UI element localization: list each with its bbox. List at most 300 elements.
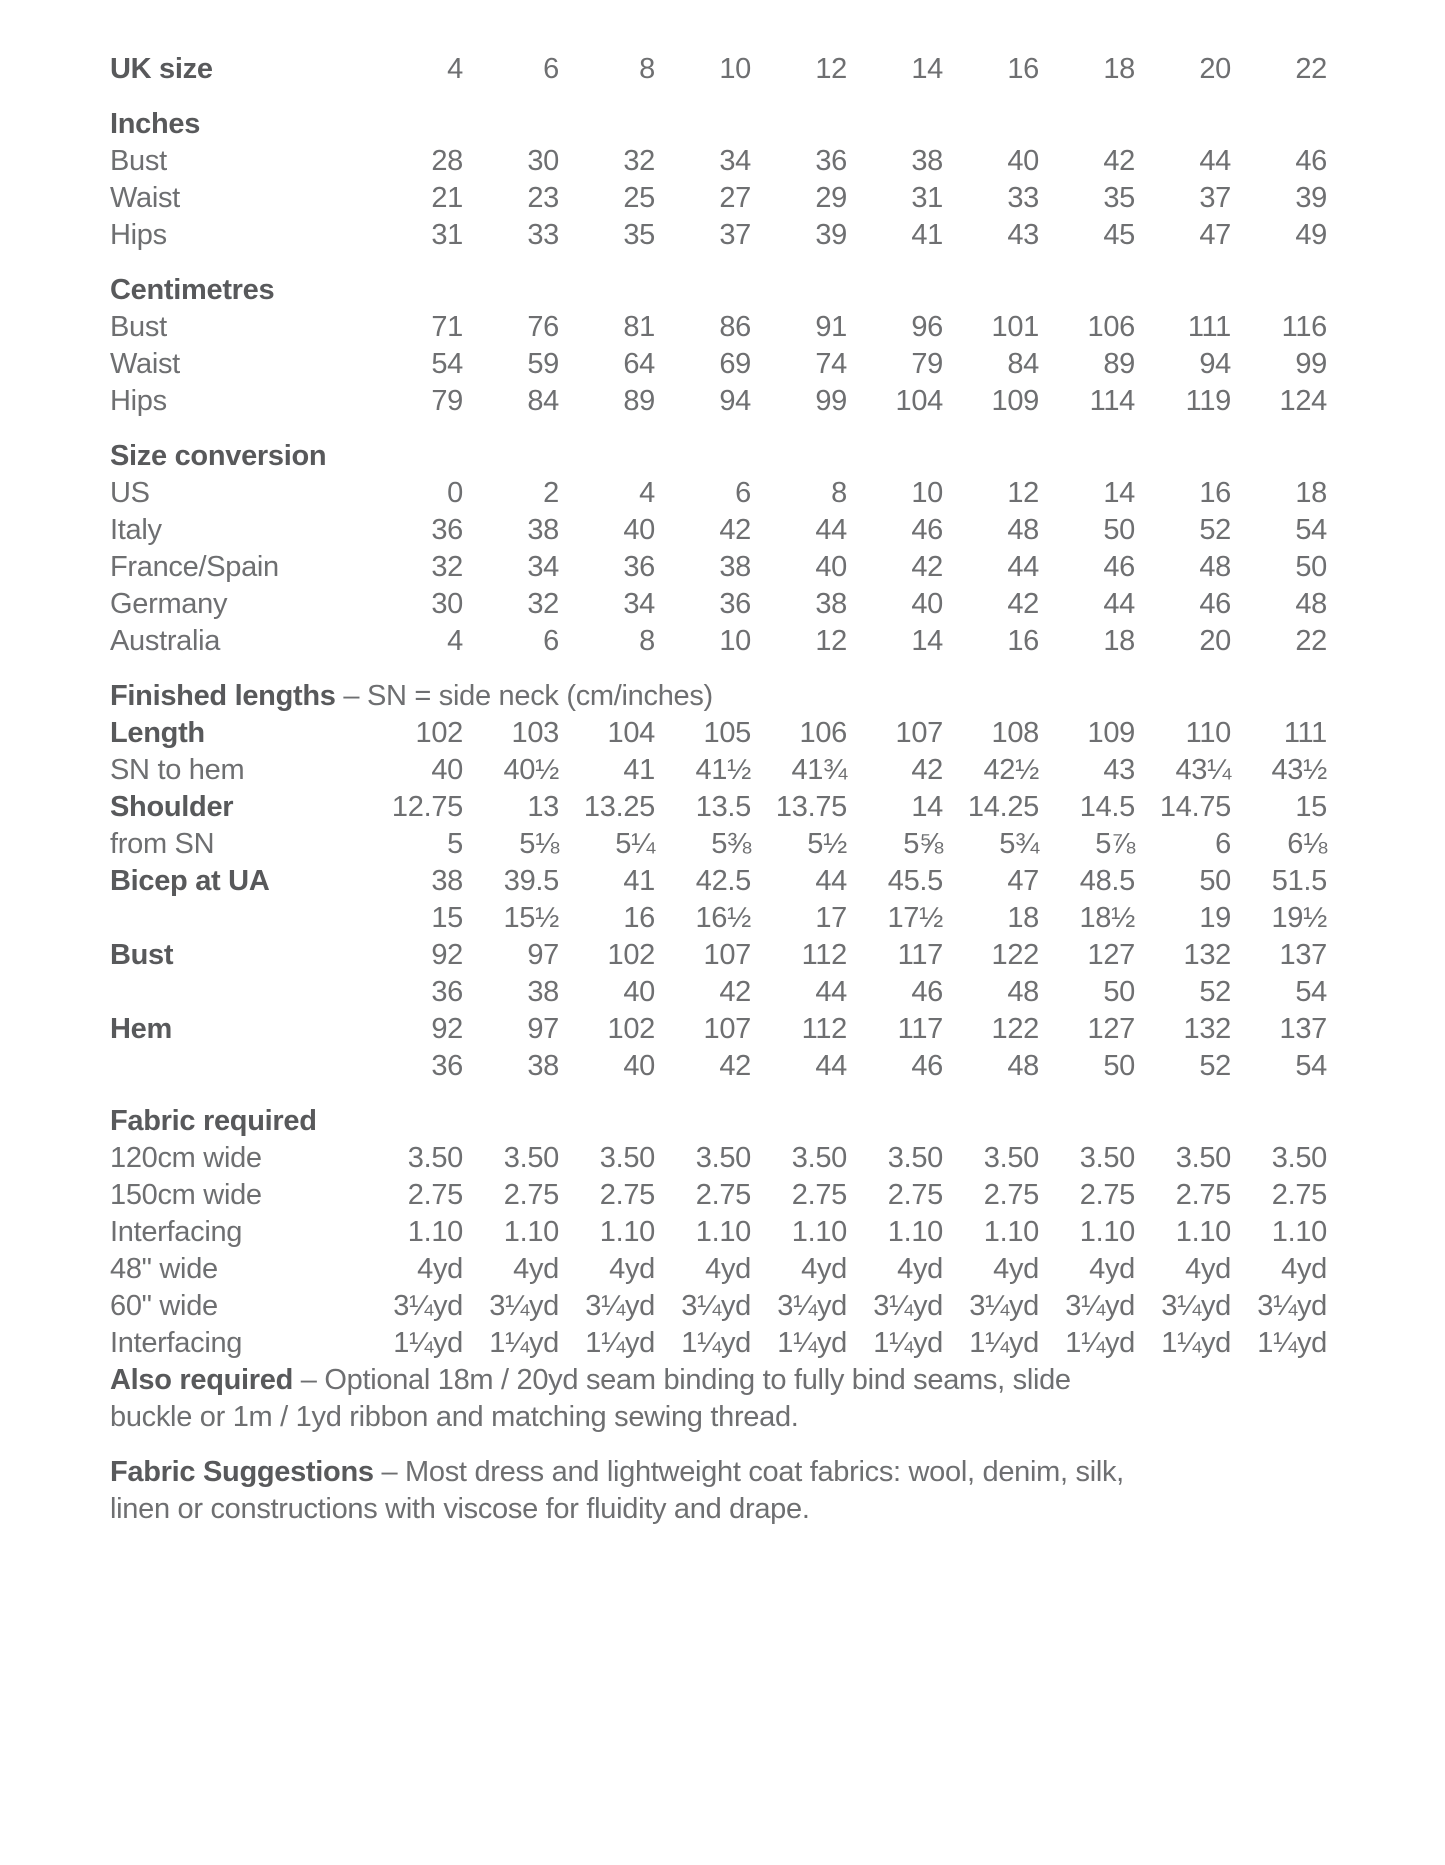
table-cell: 64 (623, 348, 655, 380)
table-row (110, 826, 1445, 863)
table-row (110, 549, 1445, 586)
table-cell: 34 (623, 588, 655, 620)
table-cell: 38 (527, 514, 559, 546)
table-cell: 44 (1103, 588, 1135, 620)
table-cell: 3.50 (695, 1142, 751, 1174)
table-cell: 4yd (705, 1253, 751, 1285)
table-cell: 15 (431, 902, 463, 934)
table-cell: 48 (1007, 514, 1039, 546)
table-cell: 2.75 (887, 1179, 943, 1211)
table-cell: 19½ (1271, 902, 1327, 934)
table-cell: 16 (623, 902, 655, 934)
table-cell: 50 (1295, 551, 1327, 583)
table-row (110, 863, 1445, 900)
table-cell: 108 (991, 717, 1039, 749)
section-heading-text: Size conversion (110, 440, 327, 472)
table-row (110, 715, 1445, 752)
table-cell: 44 (815, 976, 847, 1008)
table-cell: 48 (1007, 976, 1039, 1008)
note-lead: Fabric Suggestions (110, 1456, 374, 1488)
table-cell: 38 (527, 976, 559, 1008)
table-cell: 99 (815, 385, 847, 417)
table-cell: 20 (1199, 625, 1231, 657)
table-cell: 1.10 (695, 1216, 751, 1248)
table-cell: 5⅝ (903, 828, 943, 860)
table-cell: 45.5 (887, 865, 943, 897)
table-cell: 52 (1199, 976, 1231, 1008)
table-cell: 38 (815, 588, 847, 620)
table-cell: 104 (895, 385, 943, 417)
table-cell: 12 (815, 53, 847, 85)
table-cell: 3¼yd (585, 1290, 655, 1322)
table-cell: 5⅛ (519, 828, 559, 860)
table-cell: 99 (1295, 348, 1327, 380)
table-cell: 48 (1007, 1050, 1039, 1082)
row-label: Hips (110, 219, 167, 251)
table-cell: 137 (1279, 1013, 1327, 1045)
table-cell: 19 (1199, 902, 1231, 934)
table-cell: 32 (623, 145, 655, 177)
table-cell: 2.75 (983, 1179, 1039, 1211)
row-label: 60" wide (110, 1290, 218, 1322)
table-cell: 4yd (513, 1253, 559, 1285)
table-row (110, 1288, 1445, 1325)
table-cell: 48 (1295, 588, 1327, 620)
row-label: Hips (110, 385, 167, 417)
table-cell: 69 (719, 348, 751, 380)
table-cell: 38 (911, 145, 943, 177)
table-cell: 3¼yd (873, 1290, 943, 1322)
table-cell: 71 (431, 311, 463, 343)
table-cell: 2.75 (1175, 1179, 1231, 1211)
table-cell: 44 (1007, 551, 1039, 583)
table-cell: 2.75 (1271, 1179, 1327, 1211)
row-label: Bicep at UA (110, 865, 270, 897)
table-cell: 3.50 (983, 1142, 1039, 1174)
row-label: Italy (110, 514, 162, 546)
table-row (110, 475, 1445, 512)
table-cell: 6 (735, 477, 751, 509)
table-cell: 3.50 (1079, 1142, 1135, 1174)
table-cell: 4yd (993, 1253, 1039, 1285)
size-chart-table (110, 51, 1445, 1362)
table-cell: 33 (527, 219, 559, 251)
table-cell: 13.25 (583, 791, 655, 823)
table-cell: 111 (1283, 717, 1327, 749)
table-cell: 59 (527, 348, 559, 380)
table-cell: 46 (911, 1050, 943, 1082)
table-cell: 34 (719, 145, 751, 177)
table-cell: 10 (719, 53, 751, 85)
table-cell: 42½ (983, 754, 1039, 786)
table-cell: 1.10 (503, 1216, 559, 1248)
row-label: Germany (110, 588, 228, 620)
table-row (110, 180, 1445, 217)
table-cell: 4yd (1281, 1253, 1327, 1285)
table-cell: 43½ (1271, 754, 1327, 786)
table-cell: 132 (1183, 1013, 1231, 1045)
table-cell: 94 (1199, 348, 1231, 380)
table-cell: 5⅞ (1095, 828, 1135, 860)
table-cell: 6 (1215, 828, 1231, 860)
table-cell: 96 (911, 311, 943, 343)
table-cell: 13.5 (695, 791, 751, 823)
table-cell: 10 (719, 625, 751, 657)
table-cell: 18 (1007, 902, 1039, 934)
table-cell: 34 (527, 551, 559, 583)
table-cell: 14.25 (967, 791, 1039, 823)
table-cell: 0 (447, 477, 463, 509)
table-cell: 3.50 (887, 1142, 943, 1174)
table-cell: 42 (911, 551, 943, 583)
table-cell: 112 (801, 1013, 847, 1045)
table-cell: 122 (991, 1013, 1039, 1045)
table-cell: 35 (623, 219, 655, 251)
table-cell: 111 (1187, 311, 1231, 343)
table-row (110, 1214, 1445, 1251)
table-cell: 54 (431, 348, 463, 380)
table-cell: 43 (1007, 219, 1039, 251)
table-cell: 30 (527, 145, 559, 177)
table-cell: 104 (607, 717, 655, 749)
table-cell: 20 (1199, 53, 1231, 85)
table-cell: 14 (911, 53, 943, 85)
row-label: Bust (110, 311, 167, 343)
table-cell: 3¼yd (969, 1290, 1039, 1322)
table-cell: 103 (511, 717, 559, 749)
table-cell: 1.10 (887, 1216, 943, 1248)
table-cell: 40 (431, 754, 463, 786)
table-cell: 38 (431, 865, 463, 897)
table-cell: 112 (801, 939, 847, 971)
row-label: from SN (110, 828, 215, 860)
note-text: – Most dress and lightweight coat fabrics: wool, denim, silk, linen or constructions with viscose for fluidity and drape. (110, 1456, 1124, 1525)
table-cell: 41 (911, 219, 943, 251)
table-cell: 37 (719, 219, 751, 251)
table-cell: 29 (815, 182, 847, 214)
table-cell: 2.75 (695, 1179, 751, 1211)
table-cell: 54 (1295, 1050, 1327, 1082)
uk-size-row (110, 51, 1445, 88)
row-label: 120cm wide (110, 1142, 262, 1174)
table-cell: 79 (911, 348, 943, 380)
table-cell: 37 (1199, 182, 1231, 214)
table-row (110, 752, 1445, 789)
section-heading-inches (110, 106, 1445, 143)
table-cell: 21 (431, 182, 463, 214)
table-cell: 3.50 (1271, 1142, 1327, 1174)
table-cell: 4yd (897, 1253, 943, 1285)
table-cell: 2.75 (1079, 1179, 1135, 1211)
table-cell: 5⅜ (711, 828, 751, 860)
table-cell: 17½ (887, 902, 943, 934)
table-cell: 94 (719, 385, 751, 417)
table-cell: 45 (1103, 219, 1135, 251)
table-cell: 36 (431, 976, 463, 1008)
row-label: France/Spain (110, 551, 279, 583)
table-cell: 97 (527, 939, 559, 971)
table-cell: 1¼yd (681, 1327, 751, 1359)
table-cell: 48.5 (1079, 865, 1135, 897)
row-label: Australia (110, 625, 221, 657)
table-cell: 4 (447, 625, 463, 657)
row-label: SN to hem (110, 754, 245, 786)
table-cell: 40 (1007, 145, 1039, 177)
table-cell: 1.10 (599, 1216, 655, 1248)
row-label: Shoulder (110, 791, 234, 823)
table-cell: 33 (1007, 182, 1039, 214)
table-cell: 3¼yd (393, 1290, 463, 1322)
table-cell: 6 (543, 53, 559, 85)
table-cell: 25 (623, 182, 655, 214)
table-cell: 92 (431, 1013, 463, 1045)
table-cell: 36 (623, 551, 655, 583)
table-cell: 36 (719, 588, 751, 620)
table-cell: 47 (1199, 219, 1231, 251)
table-cell: 42 (719, 514, 751, 546)
table-cell: 1¼yd (1257, 1327, 1327, 1359)
table-cell: 22 (1295, 625, 1327, 657)
table-cell: 52 (1199, 514, 1231, 546)
table-cell: 44 (815, 514, 847, 546)
table-cell: 16½ (695, 902, 751, 934)
table-cell: 92 (431, 939, 463, 971)
row-label: Bust (110, 145, 167, 177)
table-row (110, 1011, 1445, 1048)
table-cell: 5 (447, 828, 463, 860)
table-cell: 22 (1295, 53, 1327, 85)
table-cell: 3.50 (407, 1142, 463, 1174)
table-cell: 42 (1103, 145, 1135, 177)
table-cell: 50 (1103, 1050, 1135, 1082)
table-cell: 1.10 (983, 1216, 1039, 1248)
table-cell: 1¼yd (585, 1327, 655, 1359)
table-cell: 41 (623, 754, 655, 786)
table-cell: 42 (911, 754, 943, 786)
table-cell: 54 (1295, 514, 1327, 546)
table-cell: 32 (527, 588, 559, 620)
table-row (110, 974, 1445, 1011)
row-label: Length (110, 717, 205, 749)
table-cell: 3.50 (791, 1142, 847, 1174)
table-cell: 15½ (503, 902, 559, 934)
row-label: 48" wide (110, 1253, 218, 1285)
table-cell: 89 (1103, 348, 1135, 380)
row-label: UK size (110, 53, 213, 85)
row-label: US (110, 477, 150, 509)
table-cell: 8 (639, 53, 655, 85)
table-cell: 39.5 (503, 865, 559, 897)
table-cell: 116 (1281, 311, 1327, 343)
table-row (110, 1177, 1445, 1214)
table-row (110, 217, 1445, 254)
table-cell: 5½ (807, 828, 847, 860)
table-cell: 107 (703, 1013, 751, 1045)
table-cell: 51.5 (1271, 865, 1327, 897)
table-cell: 101 (991, 311, 1039, 343)
table-cell: 102 (607, 939, 655, 971)
table-cell: 30 (431, 588, 463, 620)
table-cell: 1.10 (1175, 1216, 1231, 1248)
table-cell: 124 (1279, 385, 1327, 417)
table-cell: 107 (895, 717, 943, 749)
table-cell: 5¾ (999, 828, 1039, 860)
note-text: – Optional 18m / 20yd seam binding to fully bind seams, slide buckle or 1m / 1yd ribbon and matching sewing thread. (110, 1364, 1071, 1433)
table-cell: 107 (703, 939, 751, 971)
table-cell: 16 (1007, 53, 1039, 85)
table-cell: 91 (815, 311, 847, 343)
table-cell: 2 (543, 477, 559, 509)
table-cell: 4yd (609, 1253, 655, 1285)
table-cell: 17 (815, 902, 847, 934)
table-cell: 41½ (695, 754, 751, 786)
also-required-note (110, 1362, 1130, 1436)
row-label: Waist (110, 182, 180, 214)
table-cell: 2.75 (599, 1179, 655, 1211)
table-cell: 43¼ (1175, 754, 1231, 786)
table-cell: 36 (431, 1050, 463, 1082)
table-cell: 18 (1103, 53, 1135, 85)
table-cell: 106 (1087, 311, 1135, 343)
table-cell: 1.10 (1271, 1216, 1327, 1248)
table-cell: 122 (991, 939, 1039, 971)
table-cell: 23 (527, 182, 559, 214)
row-label (110, 974, 367, 1011)
table-row (110, 623, 1445, 660)
table-cell: 18 (1295, 477, 1327, 509)
row-label: Hem (110, 1013, 172, 1045)
table-row (110, 309, 1445, 346)
table-cell: 1¼yd (393, 1327, 463, 1359)
table-cell: 39 (1295, 182, 1327, 214)
table-cell: 102 (415, 717, 463, 749)
table-cell: 132 (1183, 939, 1231, 971)
table-row (110, 383, 1445, 420)
table-cell: 46 (911, 514, 943, 546)
table-row (110, 1325, 1445, 1362)
table-cell: 41¾ (791, 754, 847, 786)
table-cell: 40 (623, 1050, 655, 1082)
table-cell: 79 (431, 385, 463, 417)
table-row (110, 900, 1445, 937)
table-cell: 6⅛ (1287, 828, 1327, 860)
section-heading-size-conversion (110, 438, 1445, 475)
table-cell: 27 (719, 182, 751, 214)
table-cell: 47 (1007, 865, 1039, 897)
table-cell: 3.50 (503, 1142, 559, 1174)
table-cell: 38 (719, 551, 751, 583)
table-cell: 14.5 (1079, 791, 1135, 823)
section-heading-fabric-required (110, 1103, 1445, 1140)
table-cell: 14 (1103, 477, 1135, 509)
table-cell: 12 (1007, 477, 1039, 509)
table-cell: 1.10 (1079, 1216, 1135, 1248)
table-cell: 32 (431, 551, 463, 583)
table-cell: 3.50 (599, 1142, 655, 1174)
section-heading-text: Inches (110, 108, 201, 140)
table-cell: 105 (703, 717, 751, 749)
table-cell: 13.75 (775, 791, 847, 823)
table-cell: 4yd (801, 1253, 847, 1285)
table-cell: 3¼yd (681, 1290, 751, 1322)
table-cell: 3.50 (1175, 1142, 1231, 1174)
table-cell: 117 (897, 939, 943, 971)
row-label: Bust (110, 939, 174, 971)
table-cell: 4 (639, 477, 655, 509)
table-cell: 2.75 (407, 1179, 463, 1211)
table-cell: 38 (527, 1050, 559, 1082)
table-cell: 35 (1103, 182, 1135, 214)
table-cell: 40 (623, 976, 655, 1008)
table-row (110, 1251, 1445, 1288)
table-cell: 74 (815, 348, 847, 380)
table-cell: 137 (1279, 939, 1327, 971)
table-cell: 50 (1199, 865, 1231, 897)
table-cell: 5¼ (615, 828, 655, 860)
table-row (110, 789, 1445, 826)
section-heading-text: Centimetres (110, 274, 275, 306)
table-row (110, 937, 1445, 974)
table-cell: 49 (1295, 219, 1327, 251)
table-cell: 46 (911, 976, 943, 1008)
table-row (110, 586, 1445, 623)
table-cell: 44 (815, 865, 847, 897)
table-cell: 4 (447, 53, 463, 85)
table-cell: 42 (719, 1050, 751, 1082)
table-cell: 28 (431, 145, 463, 177)
table-cell: 1.10 (791, 1216, 847, 1248)
table-cell: 48 (1199, 551, 1231, 583)
table-cell: 8 (639, 625, 655, 657)
table-cell: 84 (527, 385, 559, 417)
row-label: Interfacing (110, 1216, 243, 1248)
table-cell: 89 (623, 385, 655, 417)
table-cell: 40 (623, 514, 655, 546)
table-cell: 4yd (1089, 1253, 1135, 1285)
table-cell: 109 (1087, 717, 1135, 749)
table-cell: 114 (1089, 385, 1135, 417)
section-heading-finished-lengths (110, 678, 1445, 715)
table-cell: 50 (1103, 976, 1135, 1008)
table-cell: 3¼yd (1161, 1290, 1231, 1322)
table-cell: 81 (623, 311, 655, 343)
table-cell: 36 (431, 514, 463, 546)
table-cell: 3¼yd (1065, 1290, 1135, 1322)
table-row (110, 346, 1445, 383)
table-cell: 46 (1103, 551, 1135, 583)
table-cell: 2.75 (791, 1179, 847, 1211)
table-cell: 41 (623, 865, 655, 897)
table-cell: 102 (607, 1013, 655, 1045)
row-label: 150cm wide (110, 1179, 262, 1211)
table-cell: 119 (1185, 385, 1231, 417)
table-cell: 1¼yd (1161, 1327, 1231, 1359)
table-cell: 12.75 (391, 791, 463, 823)
table-cell: 1¼yd (873, 1327, 943, 1359)
table-cell: 39 (815, 219, 847, 251)
table-cell: 18 (1103, 625, 1135, 657)
section-heading-text: Finished lengths (110, 680, 336, 712)
table-cell: 109 (991, 385, 1039, 417)
table-cell: 8 (831, 477, 847, 509)
table-cell: 44 (815, 1050, 847, 1082)
table-cell: 15 (1295, 791, 1327, 823)
notes-section (110, 1362, 1445, 1528)
row-label: Waist (110, 348, 180, 380)
table-cell: 43 (1103, 754, 1135, 786)
table-cell: 16 (1007, 625, 1039, 657)
table-cell: 14.75 (1159, 791, 1231, 823)
